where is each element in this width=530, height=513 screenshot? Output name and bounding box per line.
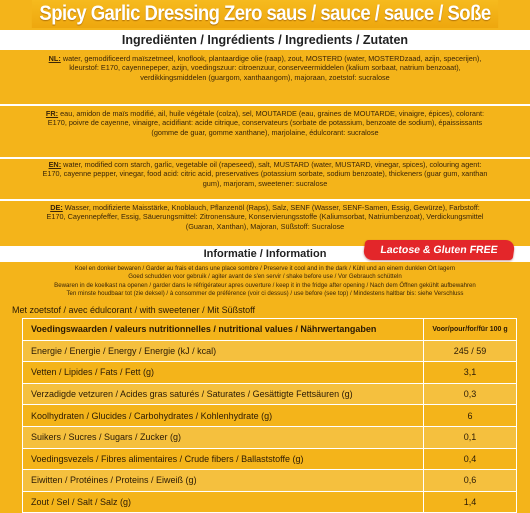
nutrient-value: 0,1 [423,427,516,448]
info-line: Goed schudden voor gebruik / agiter avant de s'en servir / shake before use / Vor Gebrauch schütteln [128,273,402,281]
table-row [23,469,516,491]
table-row [23,340,516,362]
nutrient-value: 0,6 [423,470,516,491]
product-title: Spicy Garlic Dressing Zero saus / sauce / sauce / Soße [32,0,498,28]
table-row [23,426,516,448]
sweetener-note: Met zoetstof / avec édulcorant / with sweetener / Mit Süßstoff [12,305,255,315]
nutrition-table [22,318,517,513]
info-line: Bewaren in de koelkast na openen / garder dans le réfrigérateur apres ouverture / keep it in the fridge after opening / Nach dem Öffnen gekühlt aufbewahren [54,281,476,289]
nutrient-label: Eiwitten / Protéines / Proteins / Eiweiß (g) [31,475,197,486]
table-row [23,383,516,405]
lang-code: FR: [45,109,59,118]
info-line: Ten minste houdbaar tot (zie deksel) / à consommer de préférence (voir ci dessus) / use before (see top) / Mindestens haltbar bis: siehe Verschluss [66,289,464,297]
nutrient-value: 1,4 [423,492,516,513]
information-heading: Informatie / Information [0,246,530,262]
nutrient-label: Verzadigde vetzuren / Acides gras saturés / Saturates / Gesättigte Fettsäuren (g) [31,389,353,400]
lang-code: EN: [48,160,62,169]
ingredients-de [42,203,488,231]
nutrition-header-label: Voedingswaarden / valeurs nutritionnelles / nutritional values / Nährwertangaben [31,324,377,335]
table-row [23,491,516,513]
lactose-gluten-free-badge: Lactose & Gluten FREE [363,240,516,260]
divider [0,104,530,106]
ingredients-text: water, gemodificeerd maïszetmeel, knoflook, plantaardige olie (raap), zout, MOSTERD (water, MOSTERDzaad, azijn, specerijen), kleurstof: E170, cayennepeper, azijn, voedingszuur: citroenzuur, conserveermiddelen (kalium sorbaat, natrium benzoaat), verdikkingsmiddelen (guargom, xanthaangom), majoraan, zoetstof: sucralose [60,54,482,82]
table-row [23,404,516,426]
divider [0,157,530,159]
nutrition-header-row [23,319,516,340]
ingredients-fr [42,109,488,137]
lang-code: NL: [48,54,61,63]
nutrient-label: Koolhydraten / Glucides / Carbohydrates / Kohlenhydrate (g) [31,410,273,421]
nutrient-value: 0,4 [423,449,516,470]
storage-info [8,265,522,298]
divider [0,199,530,201]
nutrient-value: 0,3 [423,384,516,405]
ingredients-text: eau, amidon de maïs modifié, ail, huile végétale (colza), sel, MOUTARDE (eau, graines de MOUTARDE, vinaigre, épices), colorant: E170, poivre de cayenne, vinaigre, acidifiant: acide citrique, conservateurs (sorbate de potassium, benzoate de sodium), épaississants (gomme de guar, gomme xanthane), marjolaine, édulcorant: sucralose [47,109,485,137]
nutrition-header-value: Voor/pour/for/für 100 g [423,319,516,340]
table-row [23,361,516,383]
ingredients-text: water, modified corn starch, garlic, vegetable oil (rapeseed), salt, MUSTARD (water, MUSTARD, vinegar, spices), colouring agent: E170, cayenne pepper, vinegar, food acid: citric acid, preservatives (potassium sorbate, sodium benzoate), thickeners (guar gum, xanthan gum), marjoram, sweetener: sucralose [42,160,488,188]
ingredients-nl [42,54,488,82]
nutrient-label: Zout / Sel / Salt / Salz (g) [31,497,132,508]
nutrient-label: Energie / Energie / Energy / Energie (kJ / kcal) [31,345,217,356]
lang-code: DE: [50,203,63,212]
nutrient-value: 3,1 [423,362,516,383]
nutrient-value: 6 [423,405,516,426]
table-row [23,448,516,470]
ingredients-heading: Ingrediënten / Ingrédients / Ingredients / Zutaten [0,30,530,50]
nutrient-label: Vetten / Lipides / Fats / Fett (g) [31,367,155,378]
nutrient-value: 245 / 59 [423,341,516,362]
ingredients-text: Wasser, modifizierte Maisstärke, Knoblauch, Pflanzenöl (Raps), Salz, SENF (Wasser, SENF-Samen, Essig, Gewürze), Farbstoff: E170, Cayennepfeffer, Essig, Säuerungsmittel: Zitronensäure, Konservierungsstoffe (Kaliumsorbat, Natriumbenzoat), Verdickungsmittel (Guaran, Xanthan), Majoran, Süßstoff: Sucralose [46,203,484,231]
ingredients-en [42,160,488,188]
nutrient-label: Voedingsvezels / Fibres alimentaires / Crude fibers / Ballaststoffe (g) [31,453,304,464]
nutrient-label: Suikers / Sucres / Sugars / Zucker (g) [31,432,182,443]
info-line: Koel en donker bewaren / Garder au frais et dans une place sombre / Preserve it cool and in the dark / Kühl und an einem dunklen Ort lagern [74,265,456,272]
